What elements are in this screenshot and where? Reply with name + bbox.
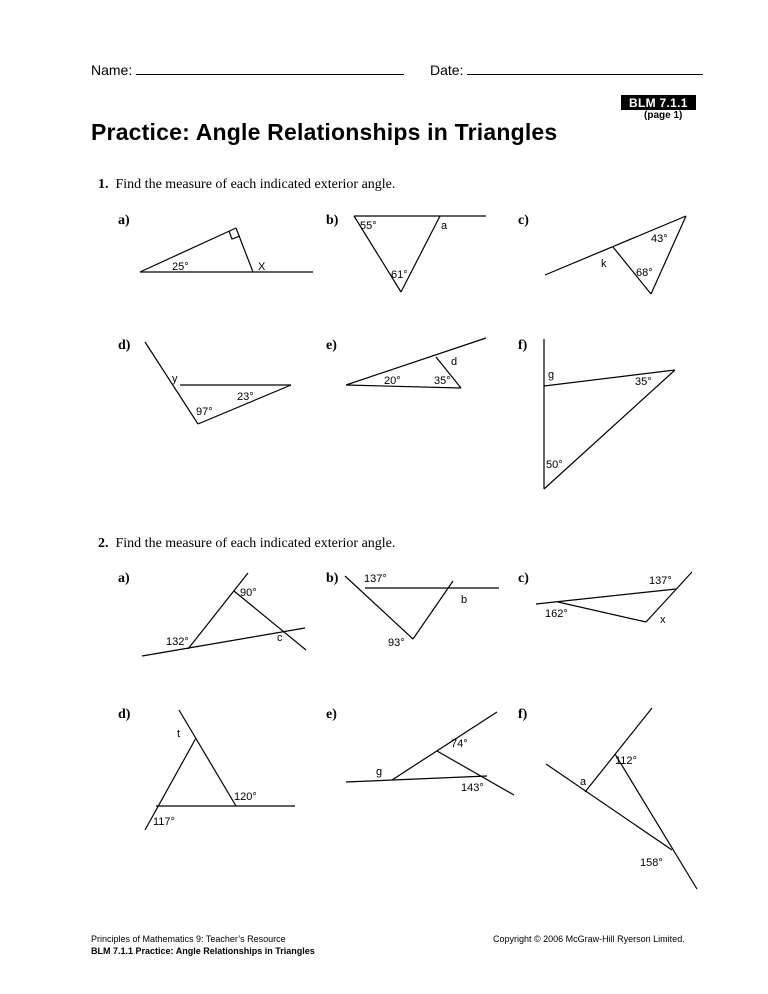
q1-c-label: c) <box>518 213 529 228</box>
q2-prompt-text: Find the measure of each indicated exterior angle. <box>115 536 396 551</box>
q1-b-angle-label: a <box>441 220 448 232</box>
footer-left-line1: Principles of Mathematics 9: Teacher’s Resource <box>91 934 286 944</box>
q2-a-label: a) <box>118 571 130 586</box>
q2-c-label: c) <box>518 571 529 586</box>
q1-f-angle-label: g <box>548 369 555 381</box>
q1-a-angle-label: X <box>258 261 266 273</box>
q2-d-angle-label: 120° <box>234 791 257 803</box>
q1-c-angle-label: 43° <box>651 233 668 245</box>
name-label: Name: <box>91 62 133 78</box>
q1-a-label: a) <box>118 213 130 228</box>
footer-copyright: Copyright © 2006 McGraw-Hill Ryerson Limited. <box>493 934 685 944</box>
q1-f-angle-label: 50° <box>546 459 563 471</box>
q2-f-angle-label: a <box>580 776 587 788</box>
q1-c-angle-label: k <box>601 258 607 270</box>
q1-number: 1. <box>98 177 109 192</box>
q1-f-label: f) <box>518 338 528 353</box>
q1-b-angle-label: 61° <box>391 269 408 281</box>
blm-badge: BLM 7.1.1 <box>621 95 696 110</box>
q2-d-angle-label: t <box>177 728 181 740</box>
q1-prompt-text: Find the measure of each indicated exterior angle. <box>115 177 396 192</box>
q2-b-angle-label: 137° <box>364 573 387 585</box>
page-title: Practice: Angle Relationships in Triangles <box>91 119 558 145</box>
q2-b-label: b) <box>326 571 339 586</box>
q2-f-label: f) <box>518 707 528 722</box>
q2-d-label: d) <box>118 707 131 722</box>
q2-a-angle-label: c <box>277 632 283 644</box>
q2-e-angle-label: 74° <box>451 738 468 750</box>
q2-f-extended-side <box>585 708 652 792</box>
q2-c-angle-label: 162° <box>545 608 568 620</box>
q1-e-angle-label: 20° <box>384 375 401 387</box>
q2-f-side <box>546 764 672 850</box>
q2-e-angle-label: 143° <box>461 782 484 794</box>
page-note: (page 1) <box>644 110 683 121</box>
q2-a-angle-label: 132° <box>166 636 189 648</box>
q1-e-angle-label: d <box>451 356 458 368</box>
q1-f-angle-label: 35° <box>635 376 652 388</box>
q2-e-angle-label: g <box>376 766 383 778</box>
date-label: Date: <box>430 62 464 78</box>
q1-d-label: d) <box>118 338 131 353</box>
q2-b-angle-label: 93° <box>388 637 405 649</box>
q1-d-angle-label: y <box>172 373 178 385</box>
q2-e-label: e) <box>326 707 337 722</box>
q2-f-angle-label: 158° <box>640 857 663 869</box>
q2-a-angle-label: 90° <box>240 587 257 599</box>
q1-a-angle-label: 25° <box>172 261 189 273</box>
q1-d-angle-label: 97° <box>196 406 213 418</box>
q1-b-label: b) <box>326 213 339 228</box>
q2-number: 2. <box>98 536 109 551</box>
q1-e-angle-label: 35° <box>434 375 451 387</box>
q2-c-angle-label: 137° <box>649 575 672 587</box>
q2-d-angle-label: 117° <box>153 816 175 828</box>
q2-b-angle-label: b <box>461 594 468 606</box>
q1-d-angle-label: 23° <box>237 391 254 403</box>
footer-left-line2: BLM 7.1.1 Practice: Angle Relationships in Triangles <box>91 946 315 956</box>
q2-c-angle-label: x <box>660 614 666 626</box>
q1-e-label: e) <box>326 338 337 353</box>
q1-b-angle-label: 55° <box>360 220 377 232</box>
q2-f-angle-label: 112° <box>615 755 637 767</box>
q1-c-angle-label: 68° <box>636 267 653 279</box>
